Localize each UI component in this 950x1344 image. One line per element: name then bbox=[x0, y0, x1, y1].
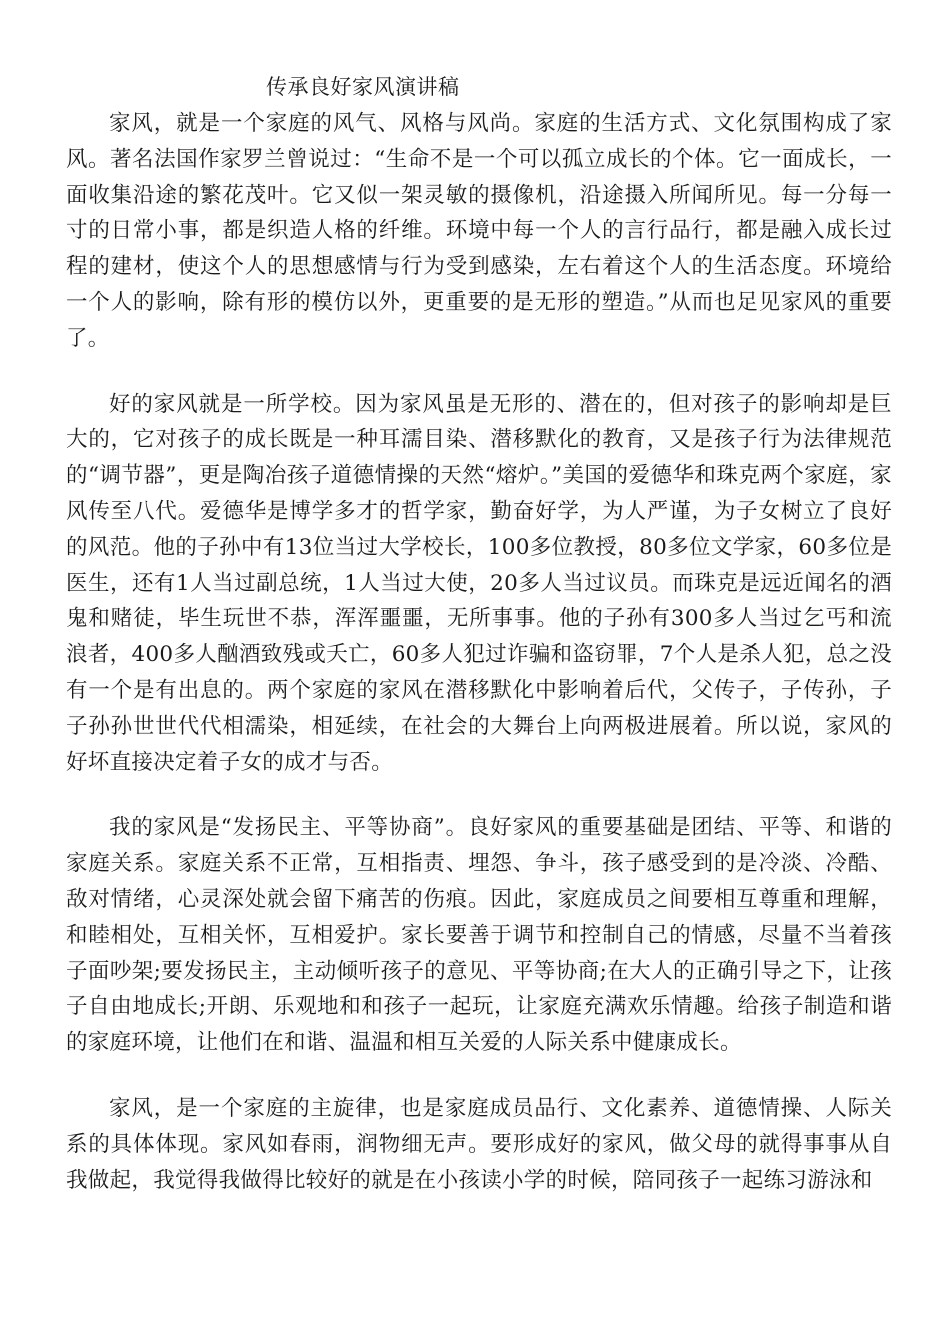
document-page bbox=[66, 70, 892, 1198]
document-title: 传承良好家风演讲稿 bbox=[266, 75, 460, 99]
paragraph-family-main-melody: 家风，是一个家庭的主旋律，也是家庭成员品行、文化素养、道德情操、人际关系的具体体现。家风如春雨，润物细无声。要形成好的家风，做父母的就得事事从自我做起，我觉得我做得比较好的就是在小孩读小学的时候，陪同孩子一起练习游泳和 bbox=[66, 1095, 892, 1193]
paragraph-family-style-school: 好的家风就是一所学校。因为家风虽是无形的、潜在的，但对孩子的影响却是巨大的，它对孩子的成长既是一种耳濡目染、潜移默化的教育，又是孩子行为法律规范的“调节器”，更是陶冶孩子道德情操的天然“熔炉。”美国的爱德华和珠克两个家庭，家风传至八代。爱德华是博学多才的哲学家，勤奋好学，为人严谨，为子女树立了良好的风范。他的子孙中有13位当过大学校长，100多位教授，80多位文学家，60多位是医生，还有1人当过副总统，1人当过大使，20多人当过议员。而珠克是远近闻名的酒鬼和赌徒，毕生玩世不恭，浑浑噩噩，无所事事。他的子孙有300多人当过乞丐和流浪者，400多人酗酒致残或夭亡，60多人犯过诈骗和盗窃罪，7个人是杀人犯，总之没有一个是有出息的。两个家庭的家风在潜移默化中影响着后代，父传子，子传孙，子子孙孙世世代代相濡染，相延续，在社会的大舞台上向两极进展着。所以说，家风的好坏直接决定着子女的成才与否。 bbox=[66, 391, 892, 775]
paragraph-my-family-style: 我的家风是“发扬民主、平等协商”。良好家风的重要基础是团结、平等、和谐的家庭关系。家庭关系不正常，互相指责、埋怨、争斗，孩子感受到的是冷淡、冷酷、敌对情绪，心灵深处就会留下痛苦的伤痕。因此，家庭成员之间要相互尊重和理解，和睦相处，互相关怀，互相爱护。家长要善于调节和控制自己的情感，尽量不当着孩子面吵架;要发扬民主，主动倾听孩子的意见、平等协商;在大人的正确引导之下，让孩子自由地成长;开朗、乐观地和和孩子一起玩，让家庭充满欢乐情趣。给孩子制造和谐的家庭环境，让他们在和谐、温温和相互关爱的人际关系中健康成长。 bbox=[66, 815, 892, 1056]
paragraph-family-style-definition: 家风，就是一个家庭的风气、风格与风尚。家庭的生活方式、文化氛围构成了家风。著名法国作家罗兰曾说过：“生命不是一个可以孤立成长的个体。它一面成长，一面收集沿途的繁花茂叶。它又似一架灵敏的摄像机，沿途摄入所闻所见。每一分每一寸的日常小事，都是织造人格的纤维。环境中每一个人的言行品行，都是融入成长过程的建材，使这个人的思想感情与行为受到感染，左右着这个人的生活态度。环境给一个人的影响，除有形的模仿以外，更重要的是无形的塑造。”从而也足见家风的重要了。 bbox=[66, 111, 892, 351]
